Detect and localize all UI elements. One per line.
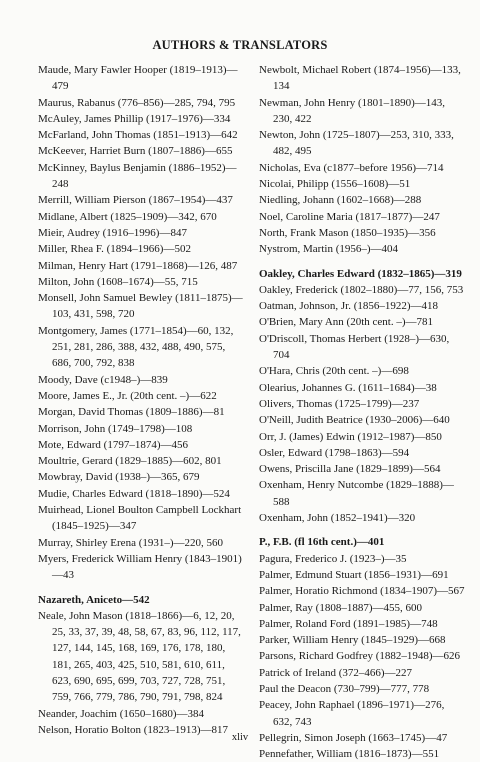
- right-column: [259, 62, 465, 762]
- index-entry: Newman, John Henry (1801–1890)—143, 230, 422: [259, 96, 446, 125]
- index-entry: Neale, John Mason (1818–1866)—6, 12, 20, 25, 33, 37, 39, 48, 58, 67, 83, 96, 112, 117, 127, 144, 145, 168, 169, 176, 178, 180, 181, 265, 403, 425, 510, 581, 610, 611, 623, 690, 695, 699, 703, 727, 728, 751, 759, 766, 779, 786, 790, 791, 798, 824: [38, 609, 241, 704]
- index-entry: Nicholas, Eva (c1877–before 1956)—714: [259, 161, 444, 174]
- index-entry: Miller, Rhea F. (1894–1966)—502: [38, 243, 191, 256]
- index-entry: O'Brien, Mary Ann (20th cent. –)—781: [259, 316, 433, 329]
- page-number: xliv: [231, 732, 249, 743]
- index-entry: Nicolai, Philipp (1556–1608)—51: [259, 178, 411, 191]
- index-entry: Palmer, Ray (1808–1887)—455, 600: [259, 601, 423, 614]
- left-column: [38, 62, 244, 738]
- index-entry: Paul the Deacon (730–799)—777, 778: [259, 682, 430, 695]
- index-entry: Monsell, John Samuel Bewley (1811–1875)—103, 431, 598, 720: [38, 292, 243, 321]
- index-entry: Oakley, Frederick (1802–1880)—77, 156, 753: [259, 283, 464, 296]
- index-entry: Myers, Frederick William Henry (1843–1901)—43: [38, 552, 242, 582]
- index-entry: Palmer, Roland Ford (1891–1985)—748: [259, 617, 438, 630]
- index-entry: Newton, John (1725–1807)—253, 310, 333, 482, 495: [259, 129, 454, 158]
- index-entry: McKinney, Baylus Benjamin (1886–1952)—248: [38, 161, 237, 191]
- index-entry: Mowbray, David (1938–)—365, 679: [38, 471, 200, 484]
- index-entry: Muirhead, Lionel Boulton Campbell Lockhart (1845–1925)—347: [38, 504, 242, 533]
- index-entry: McFarland, John Thomas (1851–1913)—642: [38, 129, 238, 142]
- index-entry: McKeever, Harriet Burn (1807–1886)—655: [38, 145, 233, 158]
- index-letter-heading: Oakley, Charles Edward (1832–1865)—319: [259, 267, 462, 280]
- index-entry: Olearius, Johannes G. (1611–1684)—38: [259, 381, 437, 394]
- index-entry: Patrick of Ireland (372–466)—227: [259, 666, 413, 679]
- page-header: AUTHORS & TRANSLATORS: [152, 38, 328, 52]
- index-letter-heading: P., F.B. (fl 16th cent.)—401: [259, 536, 385, 549]
- index-entry: Osler, Edward (1798–1863)—594: [259, 446, 410, 459]
- index-entry: North, Frank Mason (1850–1935)—356: [259, 226, 436, 239]
- index-entry: O'Neill, Judith Beatrice (1930–2006)—640: [259, 414, 450, 427]
- index-entry: Parker, William Henry (1845–1929)—668: [259, 634, 446, 647]
- index-entry: Maurus, Rabanus (776–856)—285, 794, 795: [38, 96, 236, 109]
- index-entry: Palmer, Horatio Richmond (1834–1907)—567: [259, 585, 465, 598]
- index-entry: Montgomery, James (1771–1854)—60, 132, 251, 281, 286, 388, 432, 488, 490, 575, 686, 700, 792, 838: [38, 324, 234, 370]
- index-entry: Midlane, Albert (1825–1909)—342, 670: [38, 210, 217, 223]
- index-entry: O'Driscoll, Thomas Herbert (1928–)—630, 704: [259, 332, 450, 362]
- index-entry: Orr, J. (James) Edwin (1912–1987)—850: [259, 430, 442, 443]
- index-entry: Noel, Caroline Maria (1817–1877)—247: [259, 210, 440, 223]
- index-entry: Newbolt, Michael Robert (1874–1956)—133, 134: [259, 64, 461, 93]
- index-entry: Parsons, Richard Godfrey (1882–1948)—626: [259, 650, 461, 663]
- index-entry: Nelson, Horatio Bolton (1823–1913)—817: [38, 723, 229, 736]
- index-entry: Niedling, Johann (1602–1668)—288: [259, 194, 422, 207]
- index-entry: Pellegrin, Simon Joseph (1663–1745)—47: [259, 731, 448, 744]
- index-entry: Moultrie, Gerard (1829–1885)—602, 801: [38, 455, 222, 468]
- index-entry: Milman, Henry Hart (1791–1868)—126, 487: [38, 259, 238, 272]
- index-entry: Mieir, Audrey (1916–1996)—847: [38, 226, 187, 239]
- index-letter-heading: Nazareth, Aniceto—542: [38, 593, 150, 606]
- index-entry: Nystrom, Martin (1956–)—404: [259, 243, 399, 256]
- index-entry: Mote, Edward (1797–1874)—456: [38, 438, 189, 451]
- index-entry: Pennefather, William (1816–1873)—551: [259, 748, 440, 761]
- index-entry: Milton, John (1608–1674)—55, 715: [38, 275, 198, 288]
- index-entry: Morgan, David Thomas (1809–1886)—81: [38, 406, 225, 419]
- index-entry: Oatman, Johnson, Jr. (1856–1922)—418: [259, 300, 439, 313]
- index-entry: Olivers, Thomas (1725–1799)—237: [259, 397, 420, 410]
- index-entry: O'Hara, Chris (20th cent. –)—698: [259, 365, 409, 378]
- index-entry: Merrill, William Pierson (1867–1954)—437: [38, 194, 233, 207]
- index-entry: Mudie, Charles Edward (1818–1890)—524: [38, 487, 230, 500]
- index-entry: McAuley, James Phillip (1917–1976)—334: [38, 112, 231, 125]
- index-entry: Oxenham, John (1852–1941)—320: [259, 512, 416, 525]
- index-entry: Peacey, John Raphael (1896–1971)—276, 632, 743: [259, 699, 445, 728]
- index-entry: Maude, Mary Fawler Hooper (1819–1913)—479: [38, 64, 238, 93]
- index-entry: Murray, Shirley Erena (1931–)—220, 560: [38, 536, 224, 549]
- index-entry: Pagura, Frederico J. (1923–)—35: [259, 552, 407, 565]
- index-entry: Neander, Joachim (1650–1680)—384: [38, 707, 205, 720]
- index-entry: Morrison, John (1749–1798)—108: [38, 422, 193, 435]
- index-entry: Moore, James E., Jr. (20th cent. –)—622: [38, 389, 217, 402]
- index-entry: Owens, Priscilla Jane (1829–1899)—564: [259, 463, 441, 476]
- index-entry: Oxenham, Henry Nutcombe (1829–1888)—588: [259, 479, 454, 508]
- index-entry: Moody, Dave (c1948–)—839: [38, 373, 168, 386]
- index-entry: Palmer, Edmund Stuart (1856–1931)—691: [259, 568, 449, 581]
